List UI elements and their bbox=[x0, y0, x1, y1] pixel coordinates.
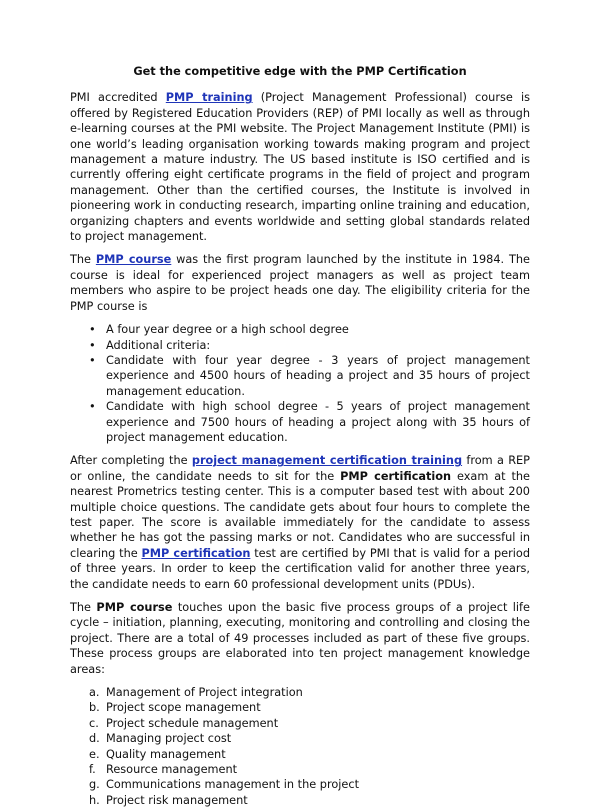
text-run: After completing the bbox=[70, 454, 192, 468]
list-item-text: Additional criteria: bbox=[106, 338, 211, 352]
list-marker: g. bbox=[89, 778, 100, 792]
bullet-marker: • bbox=[89, 353, 96, 367]
list-item bbox=[89, 716, 530, 731]
text-run: was the first program launched by the institute in 1984. The course is ideal for experienced project managers as well as project team members who aspire to be project heads one day. The eligibility criteria for the PMP course is bbox=[70, 253, 530, 313]
text-run: touches upon the basic five process groups of a project life cycle – initiation, planning, executing, monitoring and controlling and closing the project. There are a total of 49 processes included as part of these five groups. These process groups are elaborated into ten project management knowledge areas: bbox=[70, 601, 530, 676]
list-marker: b. bbox=[89, 701, 100, 715]
list-item bbox=[89, 353, 530, 399]
list-item-text: Quality management bbox=[106, 747, 226, 761]
list-marker: f. bbox=[89, 763, 96, 777]
certification-paragraph bbox=[70, 453, 530, 592]
bold-text: PMP course bbox=[96, 601, 173, 614]
list-item bbox=[89, 700, 530, 715]
list-item-text: Project risk management bbox=[106, 793, 248, 807]
list-item bbox=[89, 338, 530, 353]
course-paragraph bbox=[70, 252, 530, 314]
page-title: Get the competitive edge with the PMP Certification bbox=[133, 65, 467, 78]
text-run: test are certified by PMI that is valid for a period of three years. In order to keep the certification valid for another three years, the candidate needs to earn 60 professional development units (PDUs). bbox=[70, 546, 530, 591]
list-marker: d. bbox=[89, 732, 100, 746]
list-item-text: Management of Project integration bbox=[106, 686, 303, 700]
list-marker: e. bbox=[89, 747, 100, 761]
list-item bbox=[89, 747, 530, 762]
list-marker: a. bbox=[89, 686, 100, 700]
list-item bbox=[89, 777, 530, 792]
text-run: from a REP or online, the candidate needs to sit for the bbox=[70, 454, 530, 483]
list-item-text: Communications management in the project bbox=[106, 778, 360, 792]
text-run: (Project Management Professional) course is offered by Registered Education Providers (REP) of PMI locally as well as through e-learning courses at the PMI website. The Project Management Institute (PMI) is one world’s leading organisation working towards making program and project management a mature industry. The US based institute is ISO certified and is currently offering eight certificate programs in the field of project and program management. Other than the certified courses, the Institute is involved in pioneering work in conducting research, imparting online training and education, organizing chapters and events worldwide and setting global standards related to project management. bbox=[70, 91, 530, 244]
text-run: The bbox=[70, 253, 96, 267]
eligibility-list bbox=[70, 322, 530, 445]
intro-paragraph bbox=[70, 90, 530, 244]
pmp-certification-link[interactable]: PMP certification bbox=[141, 546, 251, 560]
text-run: The bbox=[70, 601, 97, 614]
list-marker: h. bbox=[89, 793, 100, 807]
list-item-text: Project scope management bbox=[106, 701, 261, 715]
list-item-text: Project schedule management bbox=[106, 716, 279, 730]
list-item bbox=[89, 762, 530, 777]
pm-certification-training-link[interactable]: project management certification training bbox=[191, 454, 463, 468]
list-item-text: Candidate with high school degree - 5 years of project management experience and 7500 hours of heading a project along with 35 hours of project management education. bbox=[106, 400, 530, 444]
knowledge-areas-list bbox=[70, 685, 530, 808]
text-run: exam at the nearest Prometrics testing center. This is a computer based test with about 200 multiple choice questions. The candidate gets about four hours to complete the test paper. The score is available immediately for the candidate to assess whether he has got the passing marks or not. Candidates who are successful in clearing the bbox=[70, 469, 530, 560]
list-item-text: A four year degree or a high school degree bbox=[106, 323, 349, 337]
pmp-training-link[interactable]: PMP training bbox=[165, 91, 253, 105]
list-item-text: Managing project cost bbox=[106, 732, 232, 746]
list-item bbox=[89, 793, 530, 808]
list-marker: c. bbox=[89, 716, 99, 730]
pmp-course-link[interactable]: PMP course bbox=[95, 253, 172, 267]
bullet-marker: • bbox=[89, 400, 96, 414]
process-groups-paragraph bbox=[70, 600, 530, 677]
list-item-text: Resource management bbox=[106, 763, 238, 777]
list-item bbox=[89, 731, 530, 746]
bold-text: PMP certification bbox=[340, 469, 452, 483]
text-run: PMI accredited bbox=[70, 91, 166, 105]
document-page bbox=[70, 64, 530, 808]
list-item bbox=[89, 399, 530, 445]
bullet-marker: • bbox=[89, 323, 96, 337]
list-item bbox=[89, 685, 530, 700]
list-item bbox=[89, 322, 530, 337]
list-item-text: Candidate with four year degree - 3 years of project management experience and 4500 hours of heading a project and 35 hours of project management education. bbox=[106, 353, 530, 398]
bullet-marker: • bbox=[89, 338, 96, 352]
